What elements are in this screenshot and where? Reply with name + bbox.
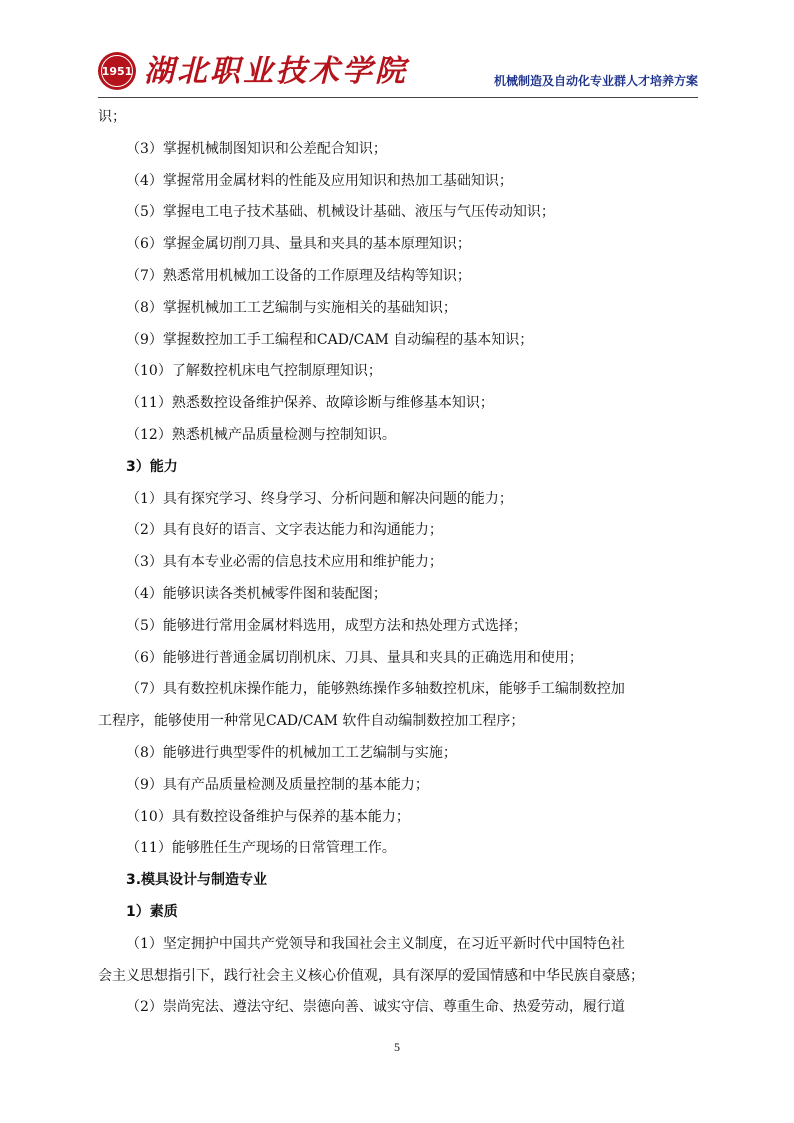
section-heading: 1）素质 xyxy=(126,903,178,920)
paragraph-line: （6）能够进行普通金属切削机床、刀具、量具和夹具的正确选用和使用； xyxy=(126,649,583,666)
paragraph-line: （10）了解数控机床电气控制原理知识； xyxy=(126,363,382,380)
paragraph-line: （8）能够进行典型零件的机械加工工艺编制与实施； xyxy=(126,744,457,761)
document-body xyxy=(98,102,696,1024)
paragraph-line: （12）熟悉机械产品质量检测与控制知识。 xyxy=(126,426,396,443)
paragraph-line: （2）具有良好的语言、文字表达能力和沟通能力； xyxy=(126,522,443,539)
paragraph-line: （3）具有本专业必需的信息技术应用和维护能力； xyxy=(126,554,443,571)
paragraph-line: （7）具有数控机床操作能力，能够熟练操作多轴数控机床，能够手工编制数控加 xyxy=(126,681,625,698)
paragraph-line: （4）掌握常用金属材料的性能及应用知识和热加工基础知识； xyxy=(126,172,513,189)
section-heading: 3）能力 xyxy=(126,458,178,475)
seal-text: 1951 xyxy=(101,64,133,78)
paragraph-line: 工程序，能够使用一种常见CAD/CAM 软件自动编制数控加工程序； xyxy=(98,713,525,730)
paragraph-line: （4）能够识读各类机械零件图和装配图； xyxy=(126,585,387,602)
paragraph-line: （11）能够胜任生产现场的日常管理工作。 xyxy=(126,840,396,857)
paragraph-line: （9）具有产品质量检测及质量控制的基本能力； xyxy=(126,776,429,793)
header-divider xyxy=(98,97,698,98)
page-number: 5 xyxy=(394,1040,400,1054)
paragraph-line: 会主义思想指引下，践行社会主义核心价值观，具有深厚的爱国情感和中华民族自豪感； xyxy=(98,967,644,984)
paragraph-line: （5）能够进行常用金属材料选用，成型方法和热处理方式选择； xyxy=(126,617,527,634)
paragraph-line: （3）掌握机械制图知识和公差配合知识； xyxy=(126,140,387,157)
paragraph-line: （9）掌握数控加工手工编程和CAD/CAM 自动编程的基本知识； xyxy=(126,331,534,348)
paragraph-line: （1）坚定拥护中国共产党领导和我国社会主义制度，在习近平新时代中国特色社 xyxy=(126,935,625,952)
paragraph-line: （2）崇尚宪法、遵法守纪、崇德向善、诚实守信、尊重生命、热爱劳动，履行道 xyxy=(126,999,625,1016)
paragraph-line: （5）掌握电工电子技术基础、机械设计基础、液压与气压传动知识； xyxy=(126,204,555,221)
paragraph-line: 识； xyxy=(98,109,126,125)
paragraph-line: （1）具有探究学习、终身学习、分析问题和解决问题的能力； xyxy=(126,490,513,507)
section-heading: 3.模具设计与制造专业 xyxy=(126,872,268,889)
seal-ring xyxy=(101,55,133,87)
college-seal-icon xyxy=(98,52,136,90)
paragraph-line: （8）掌握机械加工工艺编制与实施相关的基础知识； xyxy=(126,299,457,316)
paragraph-line: （6）掌握金属切削刀具、量具和夹具的基本原理知识； xyxy=(126,236,471,253)
college-logo-text: 湖北职业技术学院 xyxy=(144,54,408,89)
document-title: 机械制造及自动化专业群人才培养方案 xyxy=(493,74,698,88)
page-header xyxy=(98,50,698,94)
paragraph-line: （10）具有数控设备维护与保养的基本能力； xyxy=(126,808,410,825)
paragraph-line: （11）熟悉数控设备维护保养、故障诊断与维修基本知识； xyxy=(126,395,494,412)
paragraph-line: （7）熟悉常用机械加工设备的工作原理及结构等知识； xyxy=(126,267,471,284)
